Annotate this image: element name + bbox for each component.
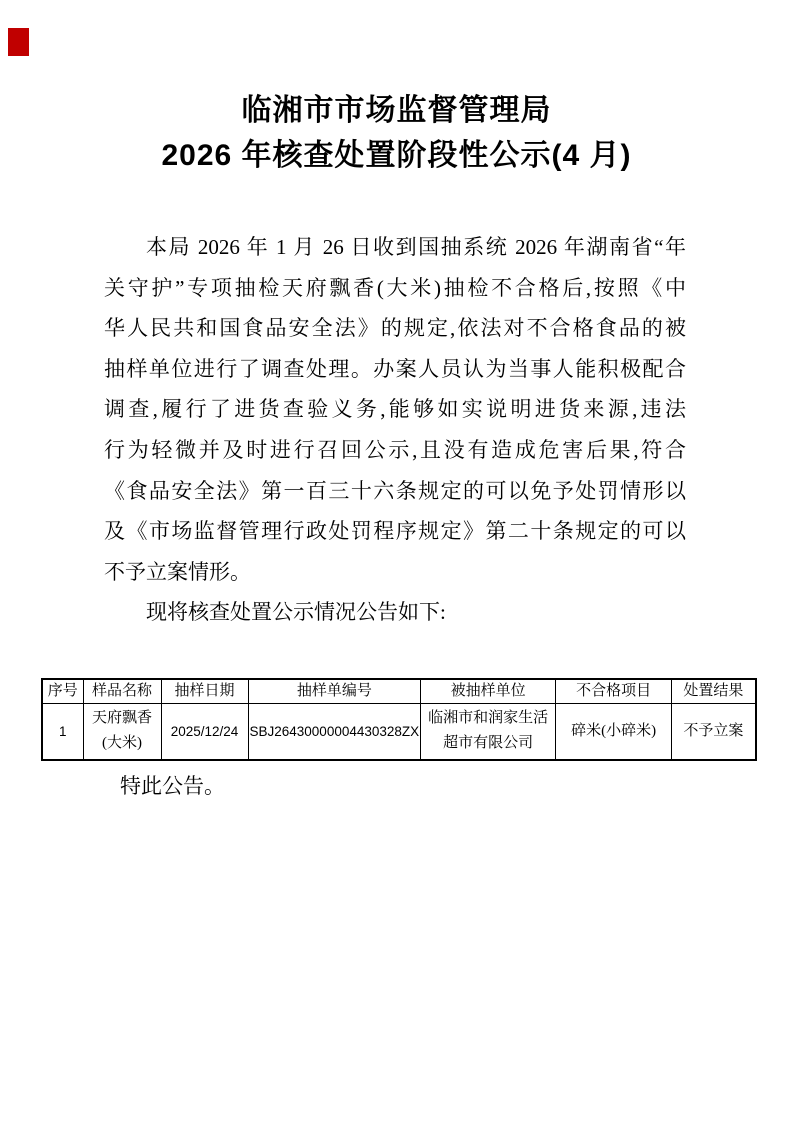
cell-disposal-result: 不予立案 xyxy=(672,703,756,760)
header-seq: 序号 xyxy=(42,679,83,703)
header-sample-date: 抽样日期 xyxy=(161,679,248,703)
cell-sampled-unit: 临湘市和润家生活超市有限公司 xyxy=(421,703,556,760)
table-row xyxy=(42,703,756,760)
body-text xyxy=(104,227,686,633)
cell-seq: 1 xyxy=(42,703,83,760)
body-line: 及《市场监督管理行政处罚程序规定》第二十条规定的可以 xyxy=(104,519,686,544)
header-failed-item: 不合格项目 xyxy=(556,679,672,703)
body-line: 调查,履行了进货查验义务,能够如实说明进货来源,违法 xyxy=(104,397,686,422)
table-header-row xyxy=(42,679,756,703)
cell-sample-no: SBJ26430000004430328ZX xyxy=(248,703,421,760)
body-line: 本局 2026 年 1 月 26 日收到国抽系统 2026 年湖南省“年 xyxy=(146,235,686,259)
header-sampled-unit: 被抽样单位 xyxy=(421,679,556,703)
cell-sample-name: 天府飘香(大米) xyxy=(83,703,161,760)
body-line: 华人民共和国食品安全法》的规定,依法对不合格食品的被 xyxy=(104,316,686,341)
body-line: 行为轻微并及时进行召回公示,且没有造成危害后果,符合 xyxy=(104,437,686,462)
body-line: 不予立案情形。 xyxy=(104,559,251,584)
body-line: 《食品安全法》第一百三十六条规定的可以免予处罚情形以 xyxy=(104,478,686,503)
cell-failed-item: 碎米(小碎米) xyxy=(556,703,672,760)
cell-sample-date: 2025/12/24 xyxy=(161,703,248,760)
inspection-result-table xyxy=(41,678,757,761)
header-sample-no: 抽样单编号 xyxy=(248,679,421,703)
document-title: 临湘市市场监督管理局 xyxy=(241,94,552,127)
body-line: 现将核查处置公示情况公告如下: xyxy=(146,600,446,625)
closing-statement: 特此公告。 xyxy=(120,774,225,798)
body-line: 关守护”专项抽检天府飘香(大米)抽检不合格后,按照《中 xyxy=(104,275,686,300)
header-sample-name: 样品名称 xyxy=(83,679,161,703)
body-line: 抽样单位进行了调查处理。办案人员认为当事人能积极配合 xyxy=(104,356,686,381)
document-subtitle: 2026 年核查处置阶段性公示(4 月) xyxy=(161,139,632,172)
red-stamp-mark xyxy=(8,28,29,56)
header-disposal-result: 处置结果 xyxy=(672,679,756,703)
